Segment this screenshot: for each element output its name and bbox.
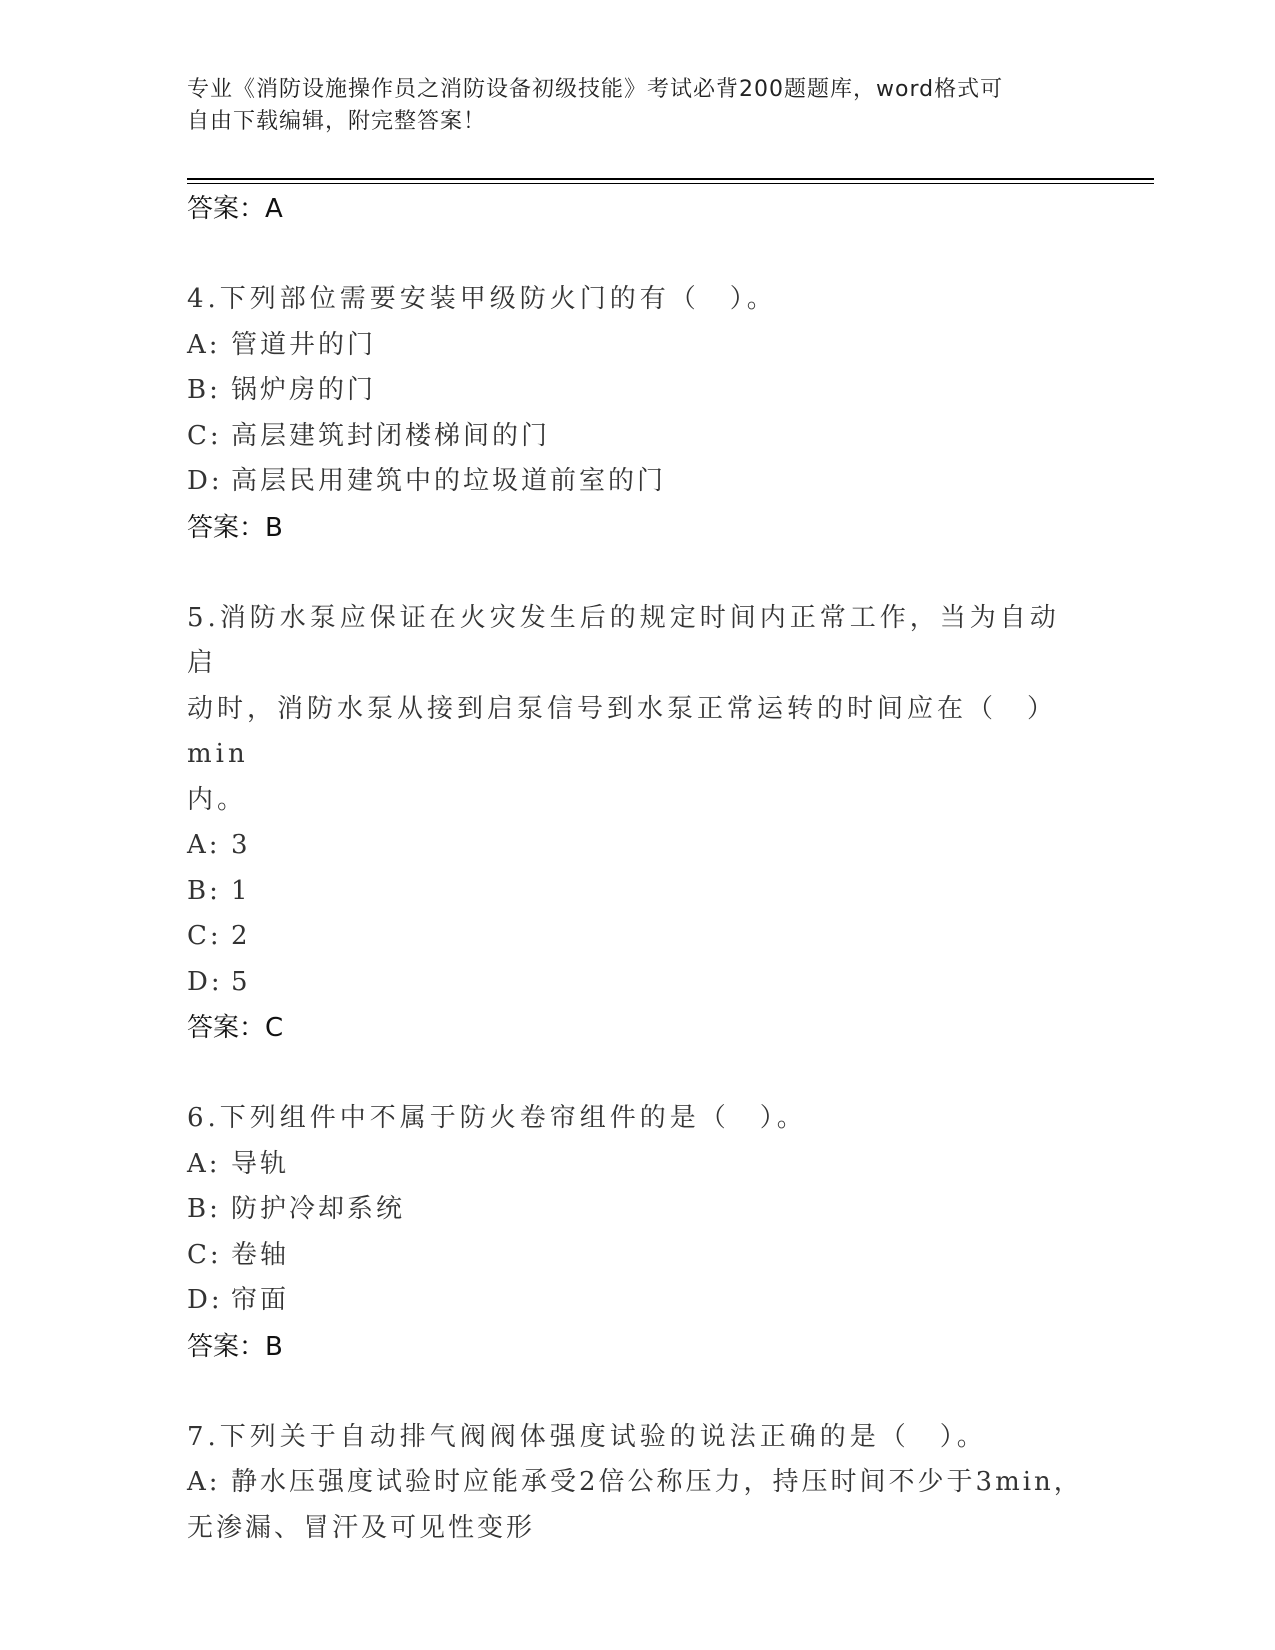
question-list	[187, 186, 1087, 1551]
option-letter: B:	[187, 1194, 221, 1224]
question-text: 6.下列组件中不属于防火卷帘组件的是（ ）。	[187, 1103, 807, 1133]
document-header	[187, 74, 1067, 138]
option-d	[187, 960, 1087, 1006]
question-text: 7.下列关于自动排气阀阀体强度试验的说法正确的是（ ）。	[187, 1421, 987, 1452]
question-4	[187, 277, 1087, 551]
option-text: 帘面	[231, 1285, 290, 1315]
option-text: 1	[231, 875, 251, 906]
option-text: 防护冷却系统	[231, 1194, 406, 1224]
option-text: 锅炉房的门	[231, 375, 377, 405]
option-a	[187, 823, 1087, 869]
answer-line: 答案：B	[187, 512, 283, 543]
option-text: 导轨	[231, 1148, 290, 1179]
option-text: 静水压强度试验时应能承受2倍公称压力，持压时间不少于3min，	[231, 1467, 1083, 1497]
header-line-1: 专业《消防设施操作员之消防设备初级技能》考试必背200题题库，word格式可	[187, 77, 1004, 102]
option-letter: A:	[187, 1467, 221, 1497]
option-d	[187, 1278, 1087, 1324]
answer-line: 答案：A	[187, 194, 283, 224]
option-letter: C:	[187, 1239, 222, 1270]
header-line-2: 自由下载编辑，附完整答案！	[187, 109, 487, 134]
option-letter: A:	[187, 830, 221, 860]
option-b	[187, 869, 1087, 915]
option-letter: D:	[187, 466, 223, 496]
question-text: 4.下列部位需要安装甲级防火门的有（ ）。	[187, 284, 777, 314]
option-a	[187, 1460, 1087, 1506]
option-text: 3	[231, 830, 251, 860]
option-letter: C:	[187, 921, 222, 951]
option-a-continuation	[187, 1506, 1087, 1552]
question-6	[187, 1096, 1087, 1370]
option-c	[187, 1233, 1087, 1279]
option-text: 2	[231, 921, 251, 951]
option-c	[187, 414, 1087, 460]
question-text-line-1: 5.消防水泵应保证在火灾发生后的规定时间内正常工作，当为自动启	[187, 602, 1060, 678]
option-letter: B:	[187, 375, 221, 405]
option-text: 高层建筑封闭楼梯间的门	[231, 420, 551, 451]
option-b	[187, 368, 1087, 414]
option-b	[187, 1187, 1087, 1233]
question-5	[187, 596, 1087, 1052]
option-text: 5	[231, 966, 251, 997]
question-text-line-2: 动时，消防水泵从接到启泵信号到水泵正常运转的时间应在（ ）min	[187, 693, 1058, 769]
option-letter: D:	[187, 1285, 223, 1315]
option-letter: C:	[187, 420, 222, 451]
question-7	[187, 1415, 1087, 1552]
option-d	[187, 459, 1087, 505]
answer-line: 答案：C	[187, 1013, 284, 1043]
option-letter: A:	[187, 329, 221, 360]
option-a	[187, 323, 1087, 369]
option-letter: A:	[187, 1148, 221, 1179]
answer-line: 答案：B	[187, 1331, 283, 1362]
question-text-line-3: 内。	[187, 784, 248, 815]
option-letter: D:	[187, 966, 223, 997]
option-letter: B:	[187, 875, 221, 906]
option-a	[187, 1142, 1087, 1188]
option-c	[187, 914, 1087, 960]
header-rule-thick	[187, 178, 1154, 180]
option-text: 无渗漏、冒汗及可见性变形	[187, 1512, 536, 1543]
header-rule-thin	[187, 183, 1154, 184]
option-text: 卷轴	[231, 1239, 290, 1270]
option-text: 高层民用建筑中的垃圾道前室的门	[231, 466, 667, 496]
option-text: 管道井的门	[231, 329, 377, 360]
